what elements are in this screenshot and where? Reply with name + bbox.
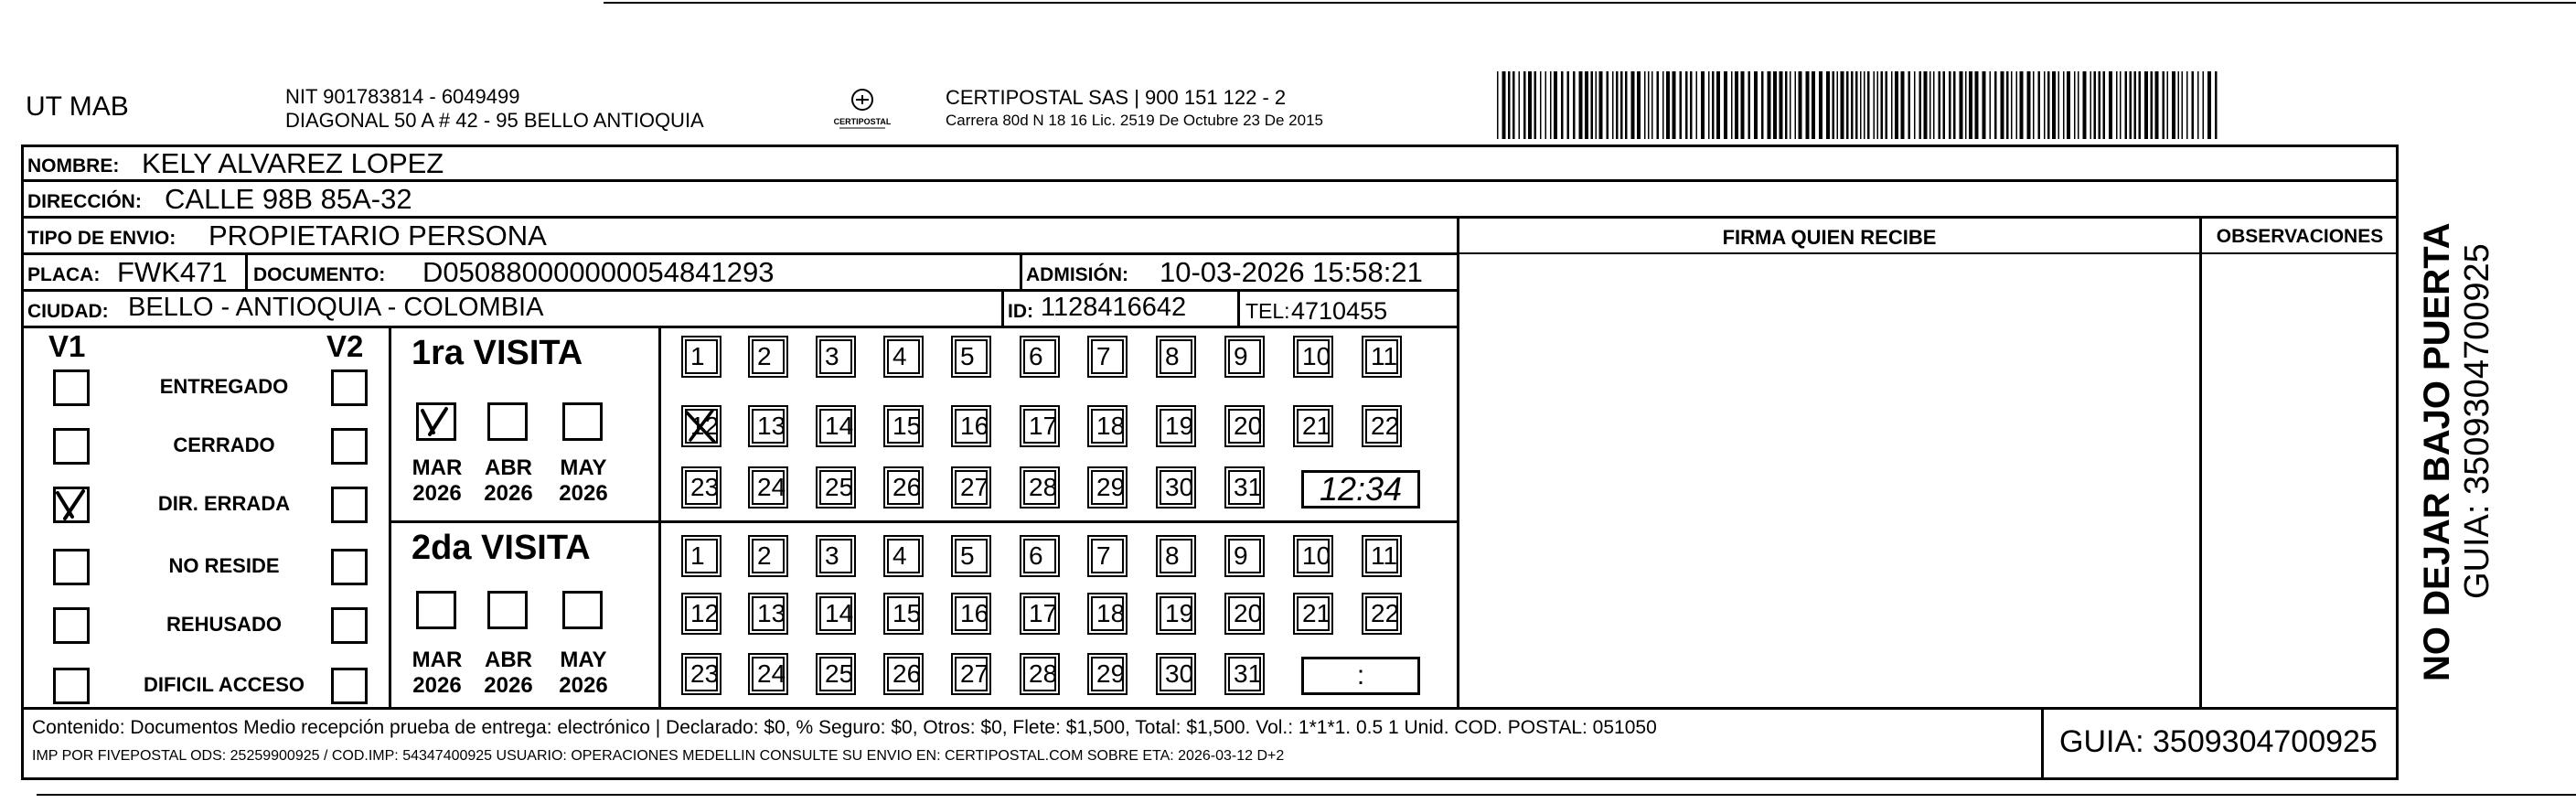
placa-label: PLACA: xyxy=(27,264,101,285)
handwritten-x-mark xyxy=(683,407,720,445)
day-box[interactable] xyxy=(887,339,920,374)
day-box[interactable] xyxy=(685,470,718,505)
year-label: 2026 xyxy=(559,673,608,698)
signature-area[interactable] xyxy=(1460,255,2197,705)
tipo-label: TIPO DE ENVIO: xyxy=(27,228,176,249)
month-label: MAY xyxy=(560,455,607,480)
company-name: UT MAB xyxy=(26,91,129,122)
day-number: 31 xyxy=(1234,473,1263,501)
cell-divider xyxy=(245,252,248,289)
second-visit-label: 2da VISITA xyxy=(412,529,591,567)
day-number: 7 xyxy=(1096,541,1111,570)
day-box[interactable] xyxy=(1023,539,1056,573)
day-box[interactable] xyxy=(1365,596,1398,631)
day-box[interactable] xyxy=(887,539,920,573)
day-box[interactable] xyxy=(819,539,852,573)
ciudad-label: CIUDAD: xyxy=(27,301,109,322)
day-number: 2 xyxy=(757,541,772,570)
firma-label: FIRMA QUIEN RECIBE xyxy=(1722,226,1937,249)
day-number: 18 xyxy=(1096,412,1126,440)
day-box[interactable] xyxy=(819,339,852,374)
day-number: 28 xyxy=(1029,659,1058,688)
row-divider xyxy=(21,289,1457,292)
day-number: 15 xyxy=(893,412,922,440)
day-number: 2 xyxy=(757,342,772,370)
documento-value: D050880000000054841293 xyxy=(422,256,775,288)
day-number: 27 xyxy=(960,659,989,688)
day-number: 19 xyxy=(1165,412,1194,440)
day-box[interactable] xyxy=(1365,339,1398,374)
row-divider xyxy=(21,326,1457,328)
day-box[interactable] xyxy=(1365,409,1398,444)
tipo-value: PROPIETARIO PERSONA xyxy=(208,219,547,252)
day-box[interactable] xyxy=(955,539,988,573)
day-number: 30 xyxy=(1165,473,1194,501)
day-number: 1 xyxy=(690,342,705,370)
day-box[interactable] xyxy=(1228,339,1261,374)
month-label: MAR xyxy=(412,455,463,480)
day-box[interactable] xyxy=(1091,657,1124,691)
firma-header-divider xyxy=(1457,252,2399,254)
month-checkbox[interactable] xyxy=(416,402,456,441)
day-number: 5 xyxy=(960,541,975,570)
day-box[interactable] xyxy=(1091,470,1124,505)
nombre-value: KELY ALVAREZ LOPEZ xyxy=(142,147,444,179)
footer-guia-divider xyxy=(2041,707,2044,780)
day-box[interactable] xyxy=(1365,539,1398,573)
day-number: 31 xyxy=(1234,659,1263,688)
carrier-address: Carrera 80d N 18 16 Lic. 2519 De Octubre 23 De 2015 xyxy=(946,112,1323,129)
first-visit-label: 1ra VISITA xyxy=(412,334,583,372)
month-label: MAR xyxy=(412,648,463,672)
day-box[interactable] xyxy=(685,596,718,631)
v1-checkbox[interactable] xyxy=(53,369,90,406)
day-number: 14 xyxy=(825,599,854,627)
day-number: 6 xyxy=(1029,342,1043,370)
day-box[interactable] xyxy=(1228,539,1261,573)
v1-label: V1 xyxy=(48,329,86,363)
day-number: 3 xyxy=(825,342,839,370)
day-number: 12 xyxy=(690,599,720,627)
day-number: 10 xyxy=(1302,541,1331,570)
day-number: 11 xyxy=(1371,541,1398,570)
cell-divider xyxy=(1001,289,1004,326)
day-number: 19 xyxy=(1165,599,1194,627)
barcode xyxy=(1497,71,2222,139)
day-number: 16 xyxy=(960,412,989,440)
day-box[interactable] xyxy=(1023,470,1056,505)
day-box[interactable] xyxy=(752,657,785,691)
id-label: ID: xyxy=(1008,301,1033,322)
month-label: MAY xyxy=(560,648,607,672)
day-number: 26 xyxy=(893,659,922,688)
v1-checkbox[interactable] xyxy=(53,487,90,523)
day-box[interactable] xyxy=(752,409,785,444)
day-box[interactable] xyxy=(1023,409,1056,444)
v2-checkbox[interactable] xyxy=(331,428,368,465)
day-number: 21 xyxy=(1302,599,1331,627)
second-visit-time-box[interactable]: : xyxy=(1301,657,1420,695)
day-box[interactable] xyxy=(955,596,988,631)
day-number: 15 xyxy=(893,599,922,627)
firma-left-border xyxy=(1457,216,1459,707)
day-number: 20 xyxy=(1234,599,1263,627)
svg-text:CERTIPOSTAL: CERTIPOSTAL xyxy=(833,117,892,126)
day-box[interactable] xyxy=(685,539,718,573)
day-box[interactable] xyxy=(1160,596,1192,631)
day-box[interactable] xyxy=(752,596,785,631)
day-box[interactable] xyxy=(685,339,718,374)
day-box[interactable] xyxy=(1023,339,1056,374)
handwritten-x-mark xyxy=(56,489,87,520)
day-box[interactable] xyxy=(819,470,852,505)
day-box[interactable] xyxy=(1023,657,1056,691)
no-dejar-bajo-puerta: NO DEJAR BAJO PUERTA xyxy=(2417,222,2457,681)
v2-checkbox[interactable] xyxy=(331,369,368,406)
day-number: 8 xyxy=(1165,342,1180,370)
day-box[interactable] xyxy=(1297,539,1330,573)
day-box[interactable] xyxy=(887,596,920,631)
day-box[interactable] xyxy=(752,539,785,573)
first-visit-time-box[interactable]: 12:34 xyxy=(1301,470,1420,509)
status-label: DIR. ERRADA xyxy=(157,492,291,515)
v2-checkbox[interactable] xyxy=(331,668,368,704)
day-box[interactable] xyxy=(1228,409,1261,444)
day-box[interactable] xyxy=(955,657,988,691)
v1-checkbox[interactable] xyxy=(53,668,90,704)
day-box[interactable] xyxy=(887,409,920,444)
day-box[interactable] xyxy=(955,339,988,374)
v2-checkbox[interactable] xyxy=(331,549,368,585)
bottom-rule xyxy=(37,794,2576,796)
footer-guia: GUIA: 3509304700925 xyxy=(2059,724,2378,759)
ciudad-value: BELLO - ANTIOQUIA - COLOMBIA xyxy=(128,293,544,322)
year-label: 2026 xyxy=(559,481,608,506)
day-number: 18 xyxy=(1096,599,1126,627)
top-rule xyxy=(604,2,2576,4)
visit-separator xyxy=(389,520,1457,523)
status-label: DIFICIL ACCESO xyxy=(143,673,305,696)
company-nit: NIT 901783814 - 6049499 xyxy=(285,85,520,108)
day-number: 12 xyxy=(690,412,720,440)
certipostal-logo xyxy=(830,84,894,139)
day-box[interactable] xyxy=(1160,539,1192,573)
day-box[interactable] xyxy=(955,470,988,505)
day-number: 7 xyxy=(1096,342,1111,370)
month-checkbox[interactable] xyxy=(487,402,528,441)
day-box[interactable] xyxy=(1228,657,1261,691)
year-label: 2026 xyxy=(412,481,462,506)
day-number: 27 xyxy=(960,473,989,501)
year-label: 2026 xyxy=(412,673,462,698)
status-label: NO RESIDE xyxy=(168,554,280,577)
day-box[interactable] xyxy=(1297,339,1330,374)
day-box[interactable] xyxy=(752,339,785,374)
status-divider xyxy=(389,326,391,707)
day-number: 17 xyxy=(1029,599,1058,627)
day-number: 29 xyxy=(1096,473,1126,501)
day-box[interactable] xyxy=(752,470,785,505)
day-number: 23 xyxy=(690,473,720,501)
placa-value: FWK471 xyxy=(117,256,228,288)
month-checkbox[interactable] xyxy=(416,591,456,629)
company-address: DIAGONAL 50 A # 42 - 95 BELLO ANTIOQUIA xyxy=(285,109,704,132)
day-number: 17 xyxy=(1029,412,1058,440)
day-number: 23 xyxy=(690,659,720,688)
v2-checkbox[interactable] xyxy=(331,487,368,523)
day-box[interactable] xyxy=(685,657,718,691)
direccion-label: DIRECCIÓN: xyxy=(27,191,142,212)
day-box[interactable] xyxy=(819,596,852,631)
day-number: 6 xyxy=(1029,541,1043,570)
day-number: 4 xyxy=(893,541,907,570)
day-number: 11 xyxy=(1371,342,1398,370)
footer-contenido: Contenido: Documentos Medio recepción prueba de entrega: electrónico | Declarado: $0, % Seguro: $0, Otros: $0, Flete: $1,500, Total: $1,500. Vol.: 1*1*1. 0.5 1 Unid. COD. POSTAL: 051050 xyxy=(32,717,1657,738)
status-label: ENTREGADO xyxy=(159,375,289,398)
direccion-value: CALLE 98B 85A-32 xyxy=(165,183,412,215)
day-box[interactable] xyxy=(1297,596,1330,631)
row-divider xyxy=(21,252,1457,255)
day-number: 5 xyxy=(960,342,975,370)
day-number: 29 xyxy=(1096,659,1126,688)
day-number: 1 xyxy=(690,541,705,570)
month-checkbox[interactable] xyxy=(487,591,528,629)
nombre-label: NOMBRE: xyxy=(27,155,120,177)
carrier-name: CERTIPOSTAL SAS | 900 151 122 - 2 xyxy=(946,86,1287,109)
v1-checkbox[interactable] xyxy=(53,428,90,465)
day-box[interactable] xyxy=(1160,339,1192,374)
day-number: 8 xyxy=(1165,541,1180,570)
day-box[interactable] xyxy=(1228,596,1261,631)
day-number: 28 xyxy=(1029,473,1058,501)
v1-checkbox[interactable] xyxy=(53,607,90,644)
tel-value: 4710455 xyxy=(1291,297,1388,325)
side-guia: GUIA: 3509304700925 xyxy=(2458,243,2496,599)
day-box[interactable] xyxy=(955,409,988,444)
v1-checkbox[interactable] xyxy=(53,549,90,585)
observaciones-label: OBSERVACIONES xyxy=(2216,226,2384,247)
visit-divider xyxy=(658,326,661,707)
handwritten-x-mark xyxy=(419,405,454,438)
day-number: 26 xyxy=(893,473,922,501)
day-number: 22 xyxy=(1371,599,1400,627)
day-number: 21 xyxy=(1302,412,1331,440)
obs-left-border xyxy=(2199,216,2202,707)
day-number: 20 xyxy=(1234,412,1263,440)
day-number: 25 xyxy=(825,473,854,501)
day-box[interactable] xyxy=(1160,657,1192,691)
day-box[interactable] xyxy=(1228,470,1261,505)
day-number: 24 xyxy=(757,659,786,688)
cell-divider xyxy=(1020,252,1022,289)
day-number: 13 xyxy=(757,599,786,627)
day-number: 25 xyxy=(825,659,854,688)
day-number: 16 xyxy=(960,599,989,627)
day-box[interactable] xyxy=(1091,596,1124,631)
day-number: 13 xyxy=(757,412,786,440)
day-number: 9 xyxy=(1234,541,1248,570)
day-box[interactable] xyxy=(819,657,852,691)
observaciones-area[interactable] xyxy=(2203,255,2397,705)
day-box[interactable] xyxy=(1160,409,1192,444)
day-box[interactable] xyxy=(1091,539,1124,573)
id-value: 1128416642 xyxy=(1041,293,1187,322)
v2-checkbox[interactable] xyxy=(331,607,368,644)
month-checkbox[interactable] xyxy=(562,402,603,441)
month-checkbox[interactable] xyxy=(562,591,603,629)
day-box[interactable] xyxy=(1160,470,1192,505)
day-number: 14 xyxy=(825,412,854,440)
documento-label: DOCUMENTO: xyxy=(253,264,386,285)
day-box[interactable] xyxy=(1091,339,1124,374)
footer-imp: IMP POR FIVEPOSTAL ODS: 25259900925 / COD.IMP: 54347400925 USUARIO: OPERACIONES MEDELLIN CONSULTE SU ENVIO EN: CERTIPOSTAL.COM SOBRE ETA: 2026-03-12 D+2 xyxy=(32,748,1285,764)
month-label: ABR xyxy=(485,455,532,480)
admision-label: ADMISIÓN: xyxy=(1026,264,1128,285)
row-divider xyxy=(21,216,2399,219)
day-box[interactable] xyxy=(1023,596,1056,631)
day-number: 22 xyxy=(1371,412,1400,440)
admision-value: 10-03-2026 15:58:21 xyxy=(1160,256,1423,288)
day-box[interactable] xyxy=(1091,409,1124,444)
day-box[interactable] xyxy=(887,470,920,505)
day-box[interactable] xyxy=(819,409,852,444)
day-number: 4 xyxy=(893,342,907,370)
tel-label: TEL: xyxy=(1245,299,1290,323)
day-number: 9 xyxy=(1234,342,1248,370)
v2-label: V2 xyxy=(326,329,364,363)
day-box[interactable] xyxy=(685,409,718,444)
status-label: CERRADO xyxy=(173,434,275,456)
day-number: 30 xyxy=(1165,659,1194,688)
day-number: 10 xyxy=(1302,342,1331,370)
day-box[interactable] xyxy=(1297,409,1330,444)
year-label: 2026 xyxy=(484,481,533,506)
status-label: REHUSADO xyxy=(166,613,282,636)
year-label: 2026 xyxy=(484,673,533,698)
day-number: 24 xyxy=(757,473,786,501)
cell-divider xyxy=(1237,289,1240,326)
day-number: 3 xyxy=(825,541,839,570)
month-label: ABR xyxy=(485,648,532,672)
day-box[interactable] xyxy=(887,657,920,691)
